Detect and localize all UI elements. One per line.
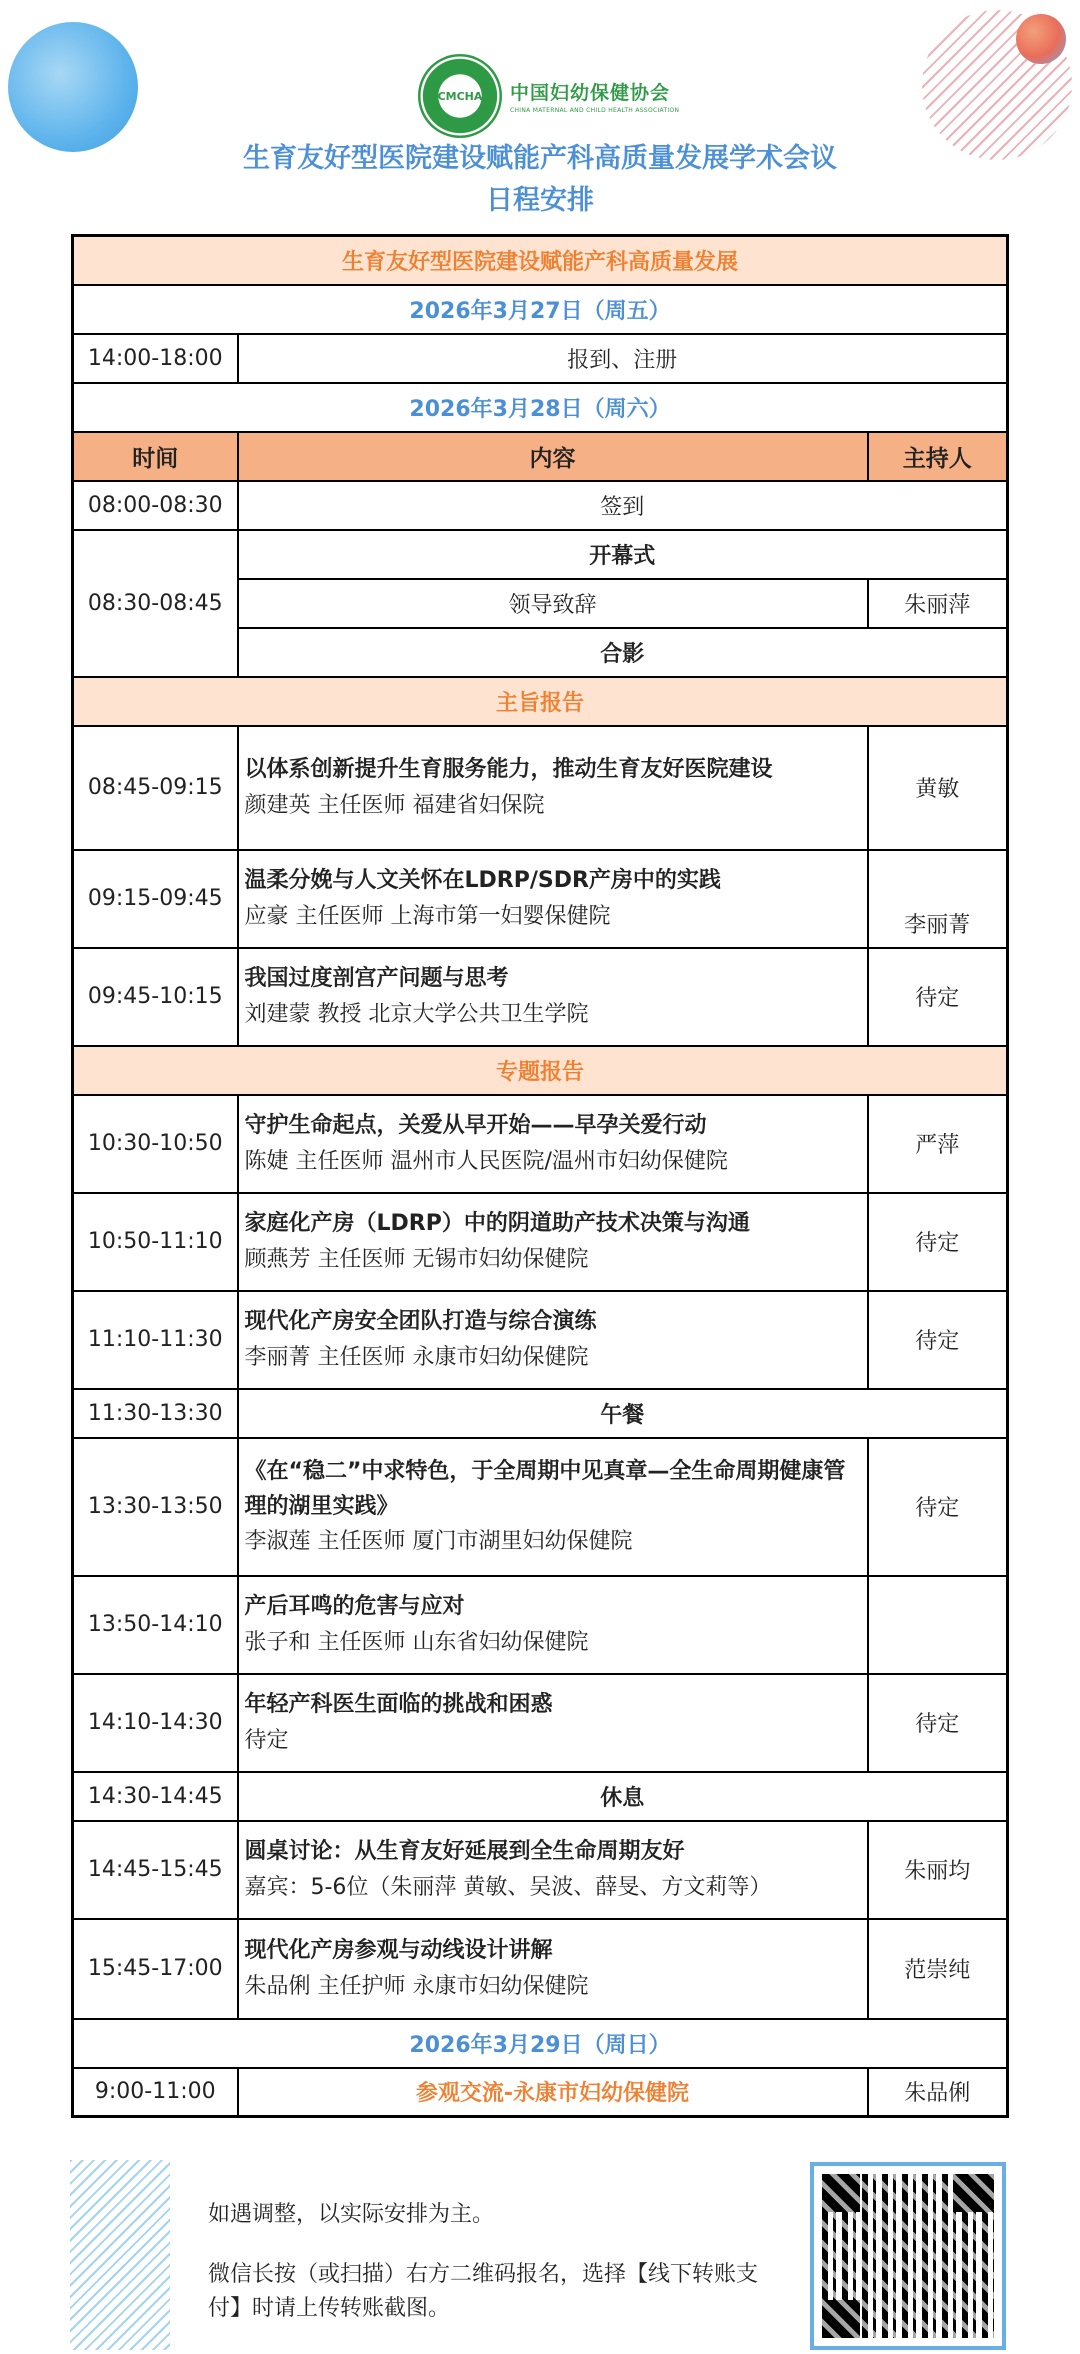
time-cell: 08:00-08:30 <box>73 481 238 530</box>
time-cell: 14:30-14:45 <box>73 1772 238 1821</box>
content-cell: 领导致辞 <box>238 579 868 628</box>
talk-title: 现代化产房参观与动线设计讲解 <box>244 1938 553 1964</box>
org-logo <box>418 54 679 138</box>
talk-cell <box>238 1291 868 1389</box>
host-cell <box>868 1576 1008 1674</box>
schedule-table <box>71 234 1009 2118</box>
talk-title: 家庭化产房（LDRP）中的阴道助产技术决策与沟通 <box>244 1211 750 1237</box>
table-row <box>73 1291 1008 1389</box>
talk-cell <box>238 948 868 1046</box>
talk-speaker: 陈婕 主任医师 温州市人民医院/温州市妇幼保健院 <box>244 1148 728 1174</box>
table-row <box>73 948 1008 1046</box>
content-cell: 合影 <box>238 628 1008 677</box>
host-cell: 李丽菁 <box>868 850 1008 948</box>
opening-title: 开幕式 <box>238 530 1008 579</box>
day1-date: 2026年3月27日（周五） <box>73 285 1008 334</box>
page-subtitle: 日程安排 <box>486 185 594 216</box>
header-host: 主持人 <box>868 432 1008 481</box>
table-row <box>73 850 1008 948</box>
talk-speaker: 李淑莲 主任医师 厦门市湖里妇幼保健院 <box>244 1529 633 1555</box>
section-title: 专题报告 <box>73 1046 1008 1095</box>
section-row <box>73 677 1008 726</box>
time-cell: 11:30-13:30 <box>73 1389 238 1438</box>
host-cell: 朱丽均 <box>868 1821 1008 1919</box>
talk-speaker: 颜建英 主任医师 福建省妇保院 <box>244 792 545 818</box>
talk-title: 以体系创新提升生育服务能力，推动生育友好医院建设 <box>244 757 773 783</box>
table-row <box>73 1095 1008 1193</box>
time-cell: 13:30-13:50 <box>73 1438 238 1576</box>
host-cell: 待定 <box>868 1291 1008 1389</box>
table-row <box>73 1389 1008 1438</box>
time-cell: 13:50-14:10 <box>73 1576 238 1674</box>
host-cell: 黄敏 <box>868 726 1008 850</box>
talk-cell <box>238 1576 868 1674</box>
table-row <box>73 1821 1008 1919</box>
talk-speaker: 张子和 主任医师 山东省妇幼保健院 <box>244 1629 589 1655</box>
time-cell: 10:30-10:50 <box>73 1095 238 1193</box>
time-cell: 14:00-18:00 <box>73 334 238 383</box>
talk-title: 现代化产房安全团队打造与综合演练 <box>244 1309 597 1335</box>
content-cell: 签到 <box>238 481 1008 530</box>
host-cell: 待定 <box>868 1438 1008 1576</box>
host-cell: 待定 <box>868 1674 1008 1772</box>
table-row <box>73 1576 1008 1674</box>
page-title: 生育友好型医院建设赋能产科高质量发展学术会议 <box>243 143 837 174</box>
table-row <box>73 530 1008 579</box>
decorative-stripes <box>70 2160 170 2350</box>
date-row <box>73 2019 1008 2068</box>
table-row <box>73 1438 1008 1576</box>
section-row <box>73 1046 1008 1095</box>
talk-title: 产后耳鸣的危害与应对 <box>244 1594 465 1620</box>
content-cell: 参观交流-永康市妇幼保健院 <box>238 2068 868 2117</box>
table-row <box>73 1919 1008 2019</box>
table-row <box>73 334 1008 383</box>
org-name <box>510 78 679 114</box>
talk-title: 《在“稳二”中求特色，于全周期中见真章—全生命周期健康管理的湖里实践》 <box>244 1458 846 1519</box>
day3-date: 2026年3月29日（周日） <box>73 2019 1008 2068</box>
table-row <box>73 726 1008 850</box>
decorative-circle <box>8 22 138 152</box>
time-cell: 08:30-08:45 <box>73 530 238 677</box>
talk-speaker: 顾燕芳 主任医师 无锡市妇幼保健院 <box>244 1246 589 1272</box>
talk-speaker: 嘉宾：5-6位（朱丽萍 黄敏、吴波、薛旻、方文莉等） <box>244 1874 772 1900</box>
date-row <box>73 383 1008 432</box>
host-cell: 朱品俐 <box>868 2068 1008 2117</box>
host-cell: 范崇纯 <box>868 1919 1008 2019</box>
table-row <box>73 1772 1008 1821</box>
talk-title: 圆桌讨论：从生育友好延展到全生命周期友好 <box>244 1839 685 1865</box>
talk-speaker: 朱品俐 主任护师 永康市妇幼保健院 <box>244 1973 589 1999</box>
qr-code-icon <box>822 2174 994 2338</box>
talk-cell <box>238 1821 868 1919</box>
talk-title: 守护生命起点，关爱从早开始——早孕关爱行动 <box>244 1113 707 1139</box>
host-cell: 朱丽萍 <box>868 579 1008 628</box>
time-cell: 9:00-11:00 <box>73 2068 238 2117</box>
section-title: 主旨报告 <box>73 677 1008 726</box>
header-time: 时间 <box>73 432 238 481</box>
talk-cell <box>238 1193 868 1291</box>
decorative-dot <box>1016 14 1066 64</box>
talk-speaker: 刘建蒙 教授 北京大学公共卫生学院 <box>244 1001 589 1027</box>
talk-speaker: 待定 <box>244 1727 289 1753</box>
time-cell: 08:45-09:15 <box>73 726 238 850</box>
talk-speaker: 李丽菁 主任医师 永康市妇幼保健院 <box>244 1344 589 1370</box>
time-cell: 14:10-14:30 <box>73 1674 238 1772</box>
table-row <box>73 1674 1008 1772</box>
org-emblem-icon: CMCHA <box>418 54 502 138</box>
time-cell: 14:45-15:45 <box>73 1821 238 1919</box>
talk-speaker: 应豪 主任医师 上海市第一妇婴保健院 <box>244 903 611 929</box>
header-row <box>73 432 1008 481</box>
talk-title: 我国过度剖宫产问题与思考 <box>244 966 509 992</box>
table-row <box>73 1193 1008 1291</box>
org-name-en: CHINA MATERNAL AND CHILD HEALTH ASSOCIATION <box>510 107 680 114</box>
date-row <box>73 285 1008 334</box>
content-cell: 午餐 <box>238 1389 1008 1438</box>
time-cell: 09:15-09:45 <box>73 850 238 948</box>
time-cell: 10:50-11:10 <box>73 1193 238 1291</box>
talk-cell <box>238 1438 868 1576</box>
day2-date: 2026年3月28日（周六） <box>73 383 1008 432</box>
banner-row <box>73 236 1008 285</box>
host-cell: 严萍 <box>868 1095 1008 1193</box>
content-cell: 报到、注册 <box>238 334 1008 383</box>
conference-banner: 生育友好型医院建设赋能产科高质量发展 <box>73 236 1008 285</box>
talk-cell <box>238 850 868 948</box>
adjustment-note: 如遇调整，以实际安排为主。 <box>208 2202 495 2227</box>
host-cell: 待定 <box>868 948 1008 1046</box>
header-content: 内容 <box>238 432 868 481</box>
table-row <box>73 2068 1008 2117</box>
talk-cell <box>238 1674 868 1772</box>
host-cell: 待定 <box>868 1193 1008 1291</box>
table-row <box>73 481 1008 530</box>
org-name-cn: 中国妇幼保健协会 <box>510 82 671 104</box>
registration-qr-code[interactable] <box>810 2162 1006 2350</box>
talk-cell <box>238 1095 868 1193</box>
content-cell: 休息 <box>238 1772 1008 1821</box>
registration-note: 微信长按（或扫描）右方二维码报名，选择【线下转账支付】时请上传转账截图。 <box>208 2262 759 2322</box>
talk-title: 温柔分娩与人文关怀在LDRP/SDR产房中的实践 <box>244 868 721 894</box>
time-cell: 15:45-17:00 <box>73 1919 238 2019</box>
time-cell: 11:10-11:30 <box>73 1291 238 1389</box>
talk-cell <box>238 726 868 850</box>
time-cell: 09:45-10:15 <box>73 948 238 1046</box>
talk-title: 年轻产科医生面临的挑战和困惑 <box>244 1692 553 1718</box>
talk-cell <box>238 1919 868 2019</box>
